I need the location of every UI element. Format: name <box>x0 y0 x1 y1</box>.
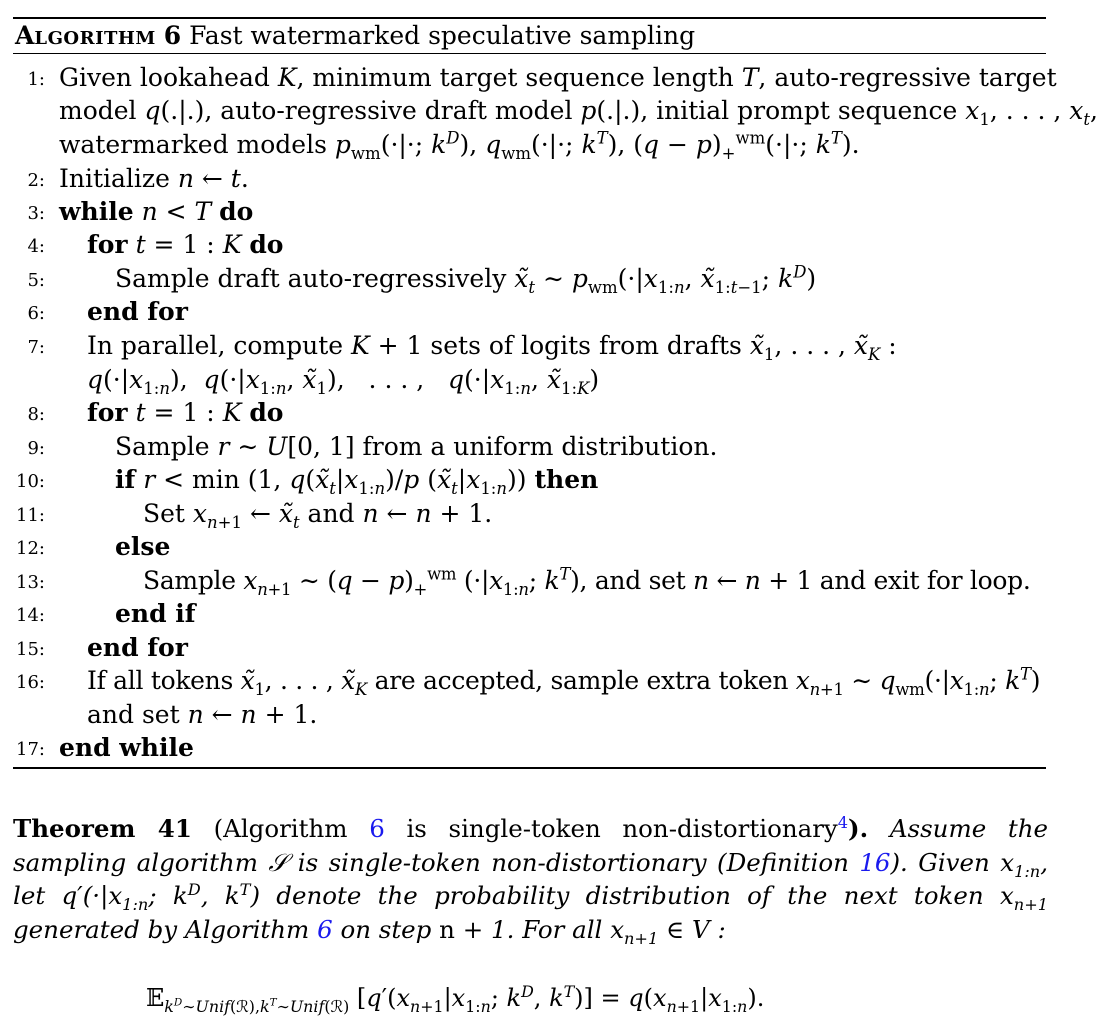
line-text: end while <box>59 733 194 762</box>
algo-line <box>0 597 1062 630</box>
theorem-statement: Assume the sampling algorithm 𝒮 is single-token non-distortionary (Definition 16). Given $x_{1:n}$, let $q'(\cdot|x_{1:n}$; $k^D$, $k^T$) denote the probability distribution of the next token $x_{n+1}$ generated by Algorithm 6 on step n + 1. For all $x_{n+1}$ ∈ V : <box>13 814 1049 948</box>
algorithm-caption <box>15 20 695 52</box>
line-number: 13: <box>16 572 45 593</box>
line-text: model q(.|.), auto-regressive draft model p(.|.), initial prompt sequence $x_1$, . . . , $x_t$, <box>59 96 1098 129</box>
algo-line <box>0 631 1062 664</box>
theorem-paren-prefix: (Algorithm <box>213 814 348 843</box>
algo-line <box>0 731 1062 764</box>
algo-line <box>0 162 1062 195</box>
theorem-paren-suffix: is single-token non-distortionary <box>406 814 838 843</box>
algorithm-label-rest: LGORITHM <box>34 28 156 49</box>
line-text: while n < T do <box>59 197 254 226</box>
algorithm-top-rule <box>13 17 1046 19</box>
algo-line <box>0 128 1062 161</box>
algo-line <box>0 396 1062 429</box>
line-text: else <box>115 532 171 561</box>
line-number: 8: <box>27 404 45 425</box>
algo-line <box>0 295 1062 328</box>
algorithm-ref-link-2[interactable]: 6 <box>317 914 333 944</box>
algo-line <box>0 463 1062 496</box>
line-number: 9: <box>27 438 45 459</box>
line-number: 12: <box>16 538 45 559</box>
line-number: 2: <box>27 170 45 191</box>
line-text: Set $x_{n+1}$ ← $x̃_t$ and n ← n + 1. <box>143 499 493 532</box>
algo-line <box>0 94 1098 129</box>
line-number: 7: <box>27 337 45 358</box>
algo-line <box>0 363 1062 396</box>
algo-line <box>0 61 1062 94</box>
line-text: and set n ← n + 1. <box>87 700 318 729</box>
algo-line <box>0 564 1062 597</box>
footnote-ref-link[interactable]: 4 <box>837 812 849 832</box>
line-number: 16: <box>16 672 45 693</box>
line-number: 6: <box>27 303 45 324</box>
line-number: 3: <box>27 203 45 224</box>
line-text: $q(\cdot|x_{1:n})$, $q(\cdot|x_{1:n}$, $x̃_1$), . . . , $q(\cdot|x_{1:n}$, $x̃_{1:K}$) <box>87 365 600 398</box>
algorithm-label-initial: A <box>15 21 35 50</box>
line-text: watermarked models $p_{wm}(\cdot|\cdot$; $k^D$), $q_{wm}(\cdot|\cdot$; $k^T$), $(q - p)_+^{wm}(\cdot|\cdot$; $k^T$). <box>59 128 860 163</box>
line-text: end for <box>87 297 188 326</box>
algo-line <box>0 329 1062 362</box>
line-number: 5: <box>27 270 45 291</box>
algo-line <box>0 195 1062 228</box>
line-number: 10: <box>16 471 45 492</box>
line-text: end for <box>87 633 188 662</box>
line-number: 17: <box>16 739 45 760</box>
line-text: Sample draft auto-regressively $x̃_t$ ∼ $p_{wm}(\cdot|x_{1:n}$, $x̃_{1:t-1}$; $k^D$) <box>115 262 817 297</box>
algo-line <box>0 430 1062 463</box>
line-text: Given lookahead K, minimum target sequence length T, auto-regressive target <box>59 63 1057 92</box>
line-text: Sample $x_{n+1}$ ∼ $(q - p)_+^{wm}$ ($\cdot|x_{1:n}$; $k^T$), and set n ← n + 1 and exit for loop. <box>143 564 1031 599</box>
line-number: 15: <box>16 639 45 660</box>
algorithm-title: Fast watermarked speculative sampling <box>189 21 696 50</box>
algo-line <box>0 698 1062 731</box>
line-text: Initialize n ← t. <box>59 164 249 193</box>
line-text: If all tokens $x̃_1$, . . . , $x̃_K$ are accepted, sample extra token $x_{n+1}$ ∼ $q_{wm}(\cdot|x_{1:n}$; $k^T$) <box>87 664 1041 699</box>
line-number: 4: <box>27 236 45 257</box>
line-text: end if <box>115 599 196 628</box>
line-number: 11: <box>16 505 45 526</box>
theorem-block: Theorem 41 (Algorithm 6 is single-token non-distortionary$^4$). Assume the sampling algorithm 𝒮 is single-token non-distortionary (Definition 16). Given $x_{1:n}$, let $q'(\cdot|x_{1:n}$; $k^D$, $k^T$) denote the probability distribution of the next token $x_{n+1}$ generated by Algorithm 6 on step n + 1. For all $x_{n+1}$ ∈ V : <box>13 812 1049 948</box>
algorithm-ref-link[interactable]: 6 <box>369 814 385 843</box>
algo-line <box>0 228 1062 261</box>
definition-ref-link[interactable]: 16 <box>859 847 891 877</box>
algorithm-mid-rule <box>13 53 1046 54</box>
algo-line <box>0 262 1062 295</box>
theorem-label: Theorem 41 <box>13 814 192 843</box>
algo-line <box>0 497 1062 530</box>
algo-line <box>0 530 1062 563</box>
algorithm-number: 6 <box>163 21 182 50</box>
algo-line <box>0 664 1062 697</box>
line-text: for t = 1 : K do <box>87 398 284 427</box>
line-text: In parallel, compute K + 1 sets of logits from drafts $x̃_1$, . . . , $x̃_K$ : <box>87 331 897 364</box>
line-number: 1: <box>27 69 45 90</box>
line-number: 14: <box>16 605 45 626</box>
line-text: for t = 1 : K do <box>87 230 284 259</box>
algorithm-bottom-rule <box>13 767 1046 769</box>
line-text: Sample r ∼ U[0, 1] from a uniform distribution. <box>115 432 718 461</box>
theorem-equation: 𝔼$_{k^D\sim Unif(ℛ),k^T\sim Unif(ℛ)}$ [$q'(x_{n+1}|x_{1:n}$; $k^D$, $k^T)] = q(x_{n+1}|x_{1:n})$. <box>146 982 765 1016</box>
line-text: if r < min (1, $q(x̃_t|x_{1:n})/p$ $(x̃_t|x_{1:n})$) then <box>115 465 599 498</box>
